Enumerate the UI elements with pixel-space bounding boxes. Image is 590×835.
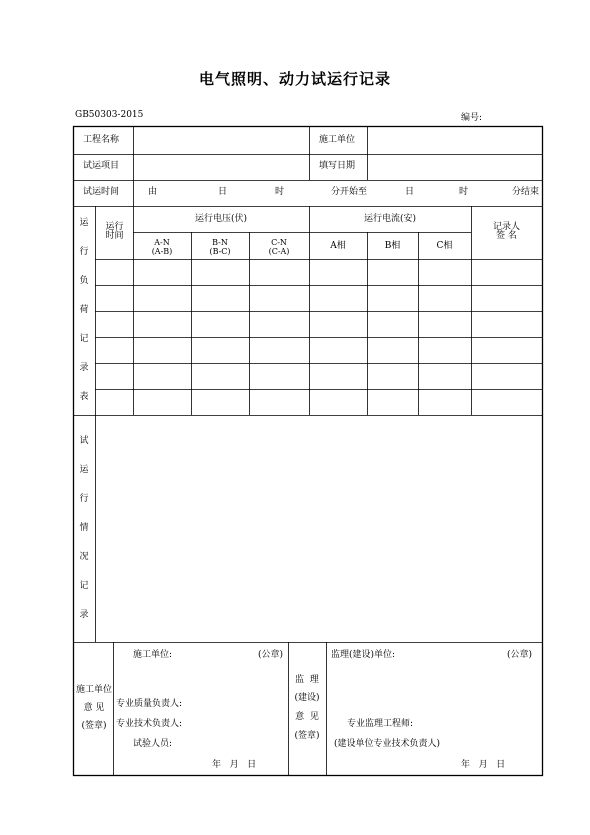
voltage-col-an: A-N (A-B) xyxy=(151,238,173,257)
situation-side-char: 情 xyxy=(79,523,89,533)
number-label: 编号: xyxy=(461,113,483,123)
load-side-char: 荷 xyxy=(79,305,89,315)
contractor-date: 年 月 日 xyxy=(212,760,257,770)
load-side-char: 行 xyxy=(79,247,89,257)
load-side-char: 录 xyxy=(79,363,89,373)
owner-tech-manager-label: (建设单位专业技术负责人) xyxy=(334,739,441,749)
supervision-label-4: (签章) xyxy=(294,731,320,741)
day-1: 日 xyxy=(218,187,228,197)
situation-side-char: 况 xyxy=(79,552,89,562)
situation-side-char: 试 xyxy=(79,436,89,446)
standard-code: GB50303-2015 xyxy=(75,110,144,120)
tester-label: 试验人员: xyxy=(133,739,173,749)
current-col-c: C相 xyxy=(436,241,453,251)
page-title: 电气照明、动力试运行记录 xyxy=(198,70,391,88)
quality-manager-label: 专业质量负责人: xyxy=(116,699,183,709)
contractor-opinion-label-1: 施工单位 xyxy=(75,685,112,695)
recorder-header: 记录人 签 名 xyxy=(492,222,520,242)
test-time-label: 试运时间 xyxy=(83,187,120,197)
end-label: 分结束 xyxy=(512,187,540,197)
contractor-opinion-label-2: 意 见 xyxy=(83,703,105,713)
supervision-label-2: (建设) xyxy=(294,693,320,703)
voltage-col-cn: C-N (C-A) xyxy=(268,238,290,257)
current-col-a: A相 xyxy=(330,241,346,251)
day-2: 日 xyxy=(405,187,415,197)
contractor-unit-label: 施工单位: xyxy=(133,650,173,660)
tech-manager-label: 专业技术负责人: xyxy=(116,719,183,729)
current-header: 运行电流(安) xyxy=(363,214,417,224)
start-label: 分开始至 xyxy=(331,187,368,197)
load-side-char: 负 xyxy=(79,276,89,286)
hour-2: 时 xyxy=(459,187,469,197)
situation-side-char: 录 xyxy=(79,610,89,620)
hour-1: 时 xyxy=(275,187,285,197)
situation-side-char: 记 xyxy=(79,581,89,591)
run-time-header: 运行 时间 xyxy=(105,222,124,242)
contractor-seal: (公章) xyxy=(258,650,284,660)
load-side-char: 记 xyxy=(79,334,89,344)
construction-unit-label: 施工单位 xyxy=(319,135,356,145)
load-side-char: 表 xyxy=(79,392,89,402)
situation-side-char: 行 xyxy=(79,494,89,504)
supervising-engineer-label: 专业监理工程师: xyxy=(347,719,414,729)
load-side-char: 运 xyxy=(79,218,89,228)
project-name-label: 工程名称 xyxy=(83,135,120,145)
current-col-b: B相 xyxy=(384,241,401,251)
supervision-label-1: 监 理 xyxy=(295,675,319,685)
test-item-label: 试运项目 xyxy=(83,161,120,171)
fill-date-label: 填写日期 xyxy=(319,161,356,171)
supervision-seal: (公章) xyxy=(507,650,533,660)
situation-side-char: 运 xyxy=(79,465,89,475)
contractor-opinion-label-3: (签章) xyxy=(81,721,107,731)
supervision-label-3: 意 见 xyxy=(295,712,319,722)
supervision-date: 年 月 日 xyxy=(461,760,506,770)
supervision-unit-label: 监理(建设)单位: xyxy=(331,650,396,660)
time-from: 由 xyxy=(148,187,158,197)
voltage-col-bn: B-N (B-C) xyxy=(209,238,231,257)
voltage-header: 运行电压(伏) xyxy=(194,214,248,224)
